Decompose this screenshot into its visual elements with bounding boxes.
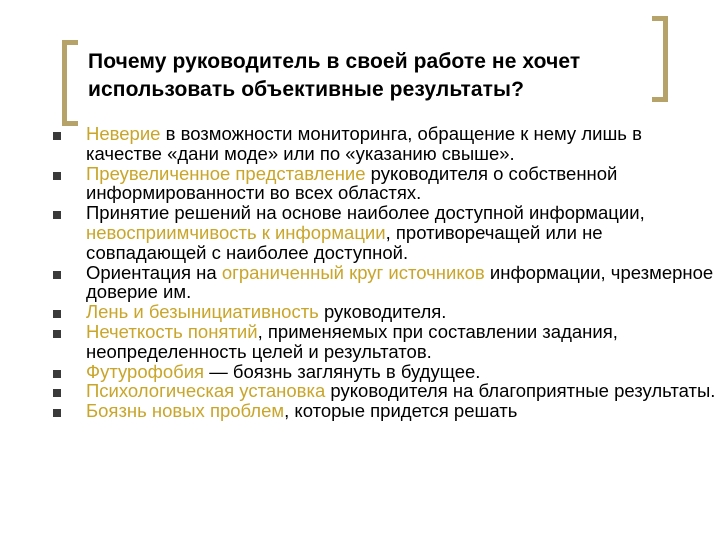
title-bracket-right <box>652 16 668 102</box>
list-item <box>48 302 716 322</box>
item-text: Принятие решений на основе наиболее доступной информации, <box>86 202 645 224</box>
square-bullet-icon <box>53 172 61 180</box>
page-title: Почему руководитель в своей работе не хочет использовать объективные результаты? <box>88 50 581 101</box>
list-item <box>48 203 716 262</box>
item-text: , которые придется решать <box>284 400 518 422</box>
item-highlight: Нечеткость понятий <box>86 320 258 342</box>
list-item <box>48 362 716 382</box>
list-item <box>48 124 716 164</box>
list-item <box>48 322 716 362</box>
square-bullet-icon <box>53 310 61 318</box>
item-text: в возможности мониторинга, обращение к нему лишь в качестве «дани моде» или по «указанию свыше». <box>86 123 642 164</box>
list-item <box>48 263 716 303</box>
item-highlight: Боязнь новых проблем <box>86 400 285 422</box>
item-highlight: невосприимчивость к информации <box>86 221 386 243</box>
list-item <box>48 381 716 401</box>
square-bullet-icon <box>53 271 61 279</box>
item-text: руководителя о собственной информированности во всех областях. <box>86 162 618 204</box>
square-bullet-icon <box>53 409 61 417</box>
bullet-list <box>48 124 716 421</box>
square-bullet-icon <box>53 389 61 397</box>
item-highlight: Лень и безынициативность <box>86 301 319 323</box>
item-text: руководителя. <box>318 301 447 323</box>
item-text: , противоречащей или не совпадающей с наиболее доступной. <box>86 221 603 263</box>
square-bullet-icon <box>53 132 61 140</box>
item-text: информации, чрезмерное доверие им. <box>86 261 714 303</box>
square-bullet-icon <box>53 330 61 338</box>
title-bracket-left <box>62 40 78 126</box>
item-highlight: ограниченный круг источников <box>221 261 485 283</box>
square-bullet-icon <box>53 211 61 219</box>
item-highlight: Неверие <box>86 123 161 144</box>
item-highlight: Преувеличенное представление <box>86 162 366 184</box>
item-text: Ориентация на <box>86 261 222 283</box>
square-bullet-icon <box>53 370 61 378</box>
item-text: , применяемых при составлении задания, неопределенность целей и результатов. <box>86 320 618 362</box>
list-item <box>48 401 716 421</box>
item-highlight: Футурофобия <box>86 360 205 382</box>
list-item <box>48 164 716 204</box>
item-text: — боязнь заглянуть в будущее. <box>204 360 481 382</box>
item-highlight: Психологическая установка <box>86 380 326 402</box>
item-text: руководителя на благоприятные результаты. <box>325 380 716 402</box>
